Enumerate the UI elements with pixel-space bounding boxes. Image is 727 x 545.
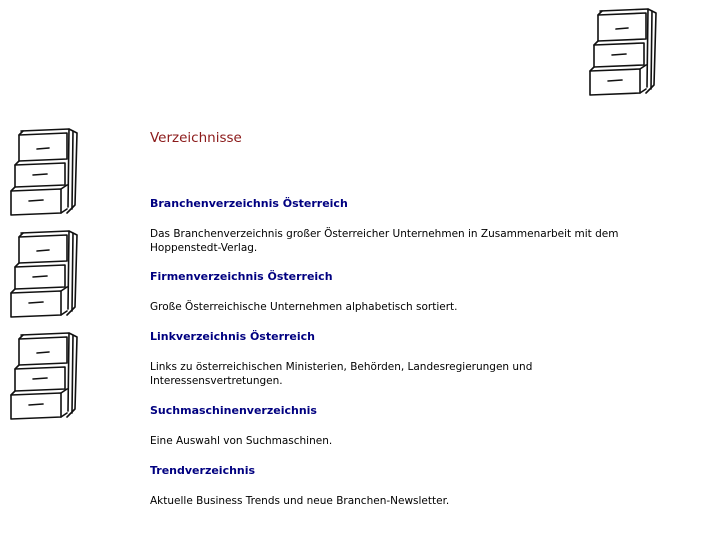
link-firmenverzeichnis[interactable]: Firmenverzeichnis Österreich — [150, 270, 333, 283]
filing-cabinet-icon — [7, 229, 87, 321]
filing-cabinet-icon-svg — [586, 7, 666, 99]
filing-cabinet-icon — [586, 7, 666, 99]
description-linkverzeichnis: Links zu österreichischen Ministerien, Behörden, Landesregierungen und Interessensvertretungen. — [150, 361, 533, 387]
description-trendverzeichnis: Aktuelle Business Trends und neue Branchen-Newsletter. — [150, 495, 450, 507]
filing-cabinet-icon-svg — [7, 331, 87, 423]
filing-cabinet-icon — [7, 127, 87, 219]
description-firmenverzeichnis: Große Österreichische Unternehmen alphabetisch sortiert. — [150, 301, 458, 313]
description-suchmaschinenverzeichnis: Eine Auswahl von Suchmaschinen. — [150, 435, 333, 447]
link-branchenverzeichnis[interactable]: Branchenverzeichnis Österreich — [150, 197, 348, 210]
page-title: Verzeichnisse — [150, 130, 242, 146]
description-branchenverzeichnis: Das Branchenverzeichnis großer Österreicher Unternehmen in Zusammenarbeit mit dem Hoppenstedt-Verlag. — [150, 228, 619, 254]
filing-cabinet-icon-svg — [7, 229, 87, 321]
filing-cabinet-icon — [7, 331, 87, 423]
link-suchmaschinenverzeichnis[interactable]: Suchmaschinenverzeichnis — [150, 404, 317, 417]
link-trendverzeichnis[interactable]: Trendverzeichnis — [150, 464, 256, 477]
link-linkverzeichnis[interactable]: Linkverzeichnis Österreich — [150, 330, 315, 343]
filing-cabinet-icon-svg — [7, 127, 87, 219]
